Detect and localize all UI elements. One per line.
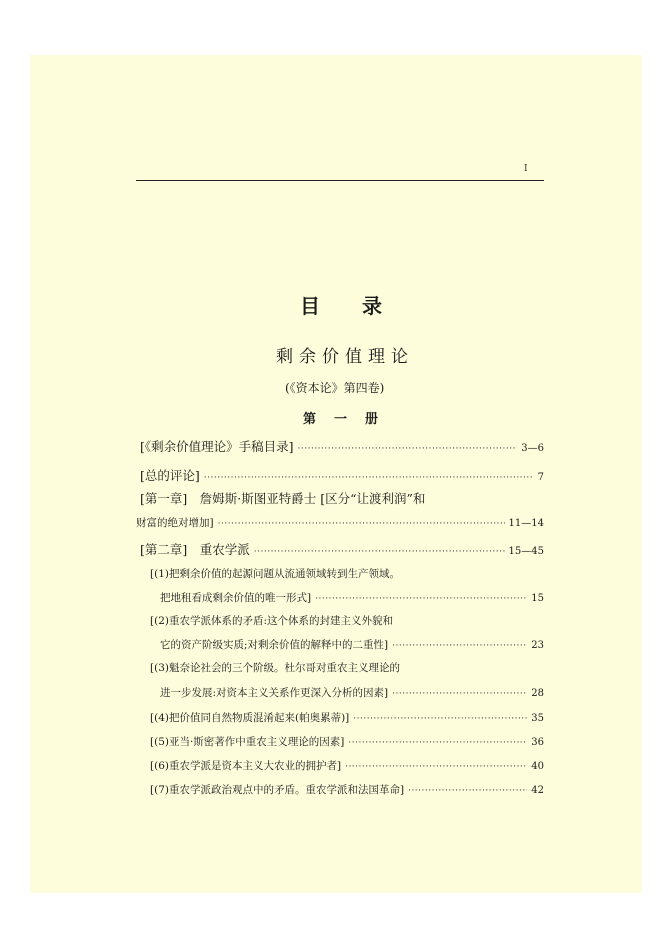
dot-leader xyxy=(408,786,527,796)
toc-entry-page: 42 xyxy=(531,785,544,796)
work-title: 剩余价值理论 xyxy=(276,347,414,367)
header-rule xyxy=(136,180,544,181)
dot-leader xyxy=(315,594,527,604)
toc-entry-line1[interactable]: [(1)把剩余价值的起源问题从流通领域转到生产领域。 xyxy=(150,568,400,580)
toc-entry-page: 15—45 xyxy=(508,546,544,557)
toc-entry[interactable] xyxy=(140,466,544,484)
toc-entry-page: 3—6 xyxy=(521,443,544,454)
toc-entry-page: 15 xyxy=(531,593,544,604)
toc-entry[interactable] xyxy=(140,437,544,455)
toc-entry-page: 28 xyxy=(531,688,544,699)
toc-entry[interactable] xyxy=(150,734,544,749)
toc-entry-page: 35 xyxy=(531,713,544,724)
toc-entry-text: [(6)重农学派是资本主义大农业的拥护者] xyxy=(150,760,342,772)
toc-entry-text: 进一步发展:对资本主义关系作更深入分析的因素] xyxy=(160,687,389,699)
toc-entry-text: [(5)亚当·斯密著作中重农主义理论的因素] xyxy=(150,736,345,748)
toc-entry-text: [第二章] 重农学派 xyxy=(140,542,250,557)
toc-entry-line1[interactable]: [(2)重农学派体系的矛盾:这个体系的封建主义外貌和 xyxy=(150,615,394,627)
toc-entry[interactable] xyxy=(136,515,544,530)
toc-entry-text: [(7)重农学派政治观点中的矛盾。重农学派和法国革命] xyxy=(150,784,405,796)
dot-leader xyxy=(254,547,505,557)
toc-entry[interactable] xyxy=(150,710,544,725)
dot-leader xyxy=(298,444,518,454)
toc-entry[interactable] xyxy=(160,685,544,700)
toc-entry-page: 7 xyxy=(537,472,544,483)
dot-leader xyxy=(204,473,534,483)
toc-entry[interactable] xyxy=(140,540,544,558)
toc-entry[interactable] xyxy=(160,637,544,652)
toc-entry-text: [(4)把价值同自然物质混淆起来(帕奥累蒂)] xyxy=(150,712,350,724)
toc-entry[interactable] xyxy=(150,758,544,773)
toc-entry[interactable] xyxy=(160,590,544,605)
toc-entry-page: 11—14 xyxy=(508,518,544,529)
toc-entry-text: [总的评论] xyxy=(140,468,200,483)
dot-leader xyxy=(392,689,527,699)
toc-entry-text: [《剩余价值理论》手稿目录] xyxy=(140,439,294,454)
toc-entry-page: 40 xyxy=(531,761,544,772)
part-heading: 第 一 册 xyxy=(303,412,381,427)
dot-leader xyxy=(345,762,527,772)
page-title: 目 录 xyxy=(300,294,384,318)
toc-entry-text: 把地租看成剩余价值的唯一形式] xyxy=(160,592,312,604)
page-number: I xyxy=(524,164,528,174)
volume-note: (《资本论》第四卷) xyxy=(285,381,385,395)
toc-entry-text: 财富的绝对增加] xyxy=(136,517,214,529)
dot-leader xyxy=(348,738,527,748)
toc-entry[interactable] xyxy=(150,782,544,797)
toc-entry-line1[interactable]: [(3)魁奈论社会的三个阶级。杜尔哥对重农主义理论的 xyxy=(150,662,400,674)
toc-entry-page: 23 xyxy=(531,640,544,651)
toc-entry-line1[interactable]: [第一章] 詹姆斯·斯图亚特爵士 [区分“让渡利润”和 xyxy=(140,491,426,506)
toc-entry-page: 36 xyxy=(531,737,544,748)
dot-leader xyxy=(353,714,527,724)
dot-leader xyxy=(392,641,527,651)
toc-entry-text: 它的资产阶级实质;对剩余价值的解释中的二重性] xyxy=(160,639,389,651)
dot-leader xyxy=(218,519,505,529)
